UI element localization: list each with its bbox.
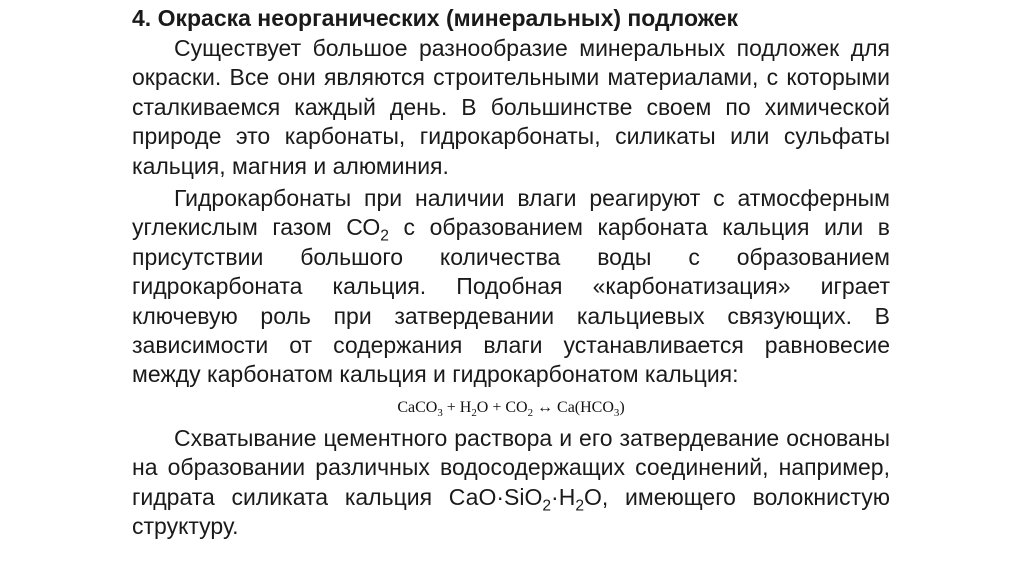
equation-term: ↔ Ca(HCO (533, 398, 614, 416)
subscript: 2 (471, 406, 477, 419)
paragraph-text: O, имеющего волокнистую структуру. (132, 483, 890, 540)
section-heading: 4. Окраска неорганических (минеральных) подложек (132, 5, 739, 31)
equation-term: ) (619, 398, 625, 416)
equation-term: + H (442, 398, 472, 416)
paragraph-carbonatization (132, 184, 890, 390)
subscript: 2 (542, 497, 552, 515)
chemical-equation (132, 398, 890, 418)
paragraph-mineral-substrates: Существует большое разнообразие минеральных подложек для окраски. Все они являются строительными материалами, с которыми сталкиваемся каждый день. В большинстве своем по химической природе это карбонаты, гидрокарбонаты, силикаты или сульфаты кальция, магния и алюминия. (132, 35, 890, 179)
paragraph-text: с образованием карбоната кальция или в присутствии большого количества воды с образованием гидрокарбоната кальция. Подобная «карбонатизация» играет ключевую роль при затвердевании кальциевых связующих. В зависимости от содержания влаги устанавливается равновесие между карбонатом кальция и гидрокарбонатом кальция: (132, 214, 890, 388)
subscript: 3 (613, 406, 620, 419)
paragraph-text: Гидрокарбонаты при наличии влаги реагируют с атмосферным углекислым газом СО (132, 185, 890, 241)
subscript: 2 (575, 497, 585, 515)
subscript: 3 (437, 406, 443, 419)
subscript: 2 (527, 406, 534, 419)
document-page (132, 4, 890, 542)
equation-term: O + CO (476, 398, 528, 416)
paragraph-text: Схватывание цементного раствора и его затвердевание основаны на образовании различных водосодержащих соединений, например, гидрата силиката кальция СаО·SiO (132, 424, 890, 510)
subscript: 2 (380, 227, 389, 245)
paragraph-text: ·H (551, 483, 576, 510)
paragraph-cement-setting (132, 424, 890, 542)
equation-term: CaCO (397, 398, 438, 416)
